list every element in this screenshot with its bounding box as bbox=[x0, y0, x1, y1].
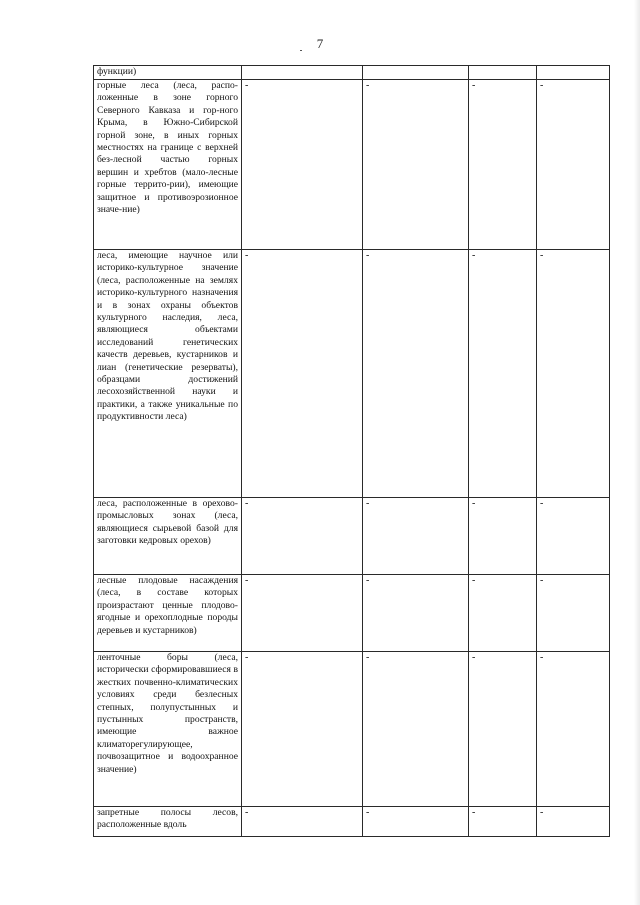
table-cell: - bbox=[469, 652, 537, 807]
table-cell: - bbox=[363, 652, 469, 807]
table-cell: - bbox=[537, 498, 610, 575]
row-description: леса, расположенные в орехово-промысловых зонах (леса, являющиеся сырьевой базой для заготовки кедровых орехов) bbox=[94, 498, 242, 575]
table-cell: - bbox=[242, 652, 363, 807]
row-description: ленточные боры (леса, исторически сформировавшиеся в жестких почвенно-климатических условиях среди безлесных степных, полупустынных и пустынных пространств, имеющие важное климаторегулирующее, почвозащитное и водоохранное значение) bbox=[94, 652, 242, 807]
table-row bbox=[94, 652, 610, 807]
page-edge-shadow bbox=[634, 0, 640, 905]
row-description: запретные полосы лесов, расположенные вдоль bbox=[94, 807, 242, 837]
table-cell: - bbox=[242, 575, 363, 652]
forest-category-table bbox=[93, 65, 610, 837]
scan-speck bbox=[300, 50, 302, 51]
table-cell: - bbox=[242, 80, 363, 250]
table-cell: - bbox=[469, 250, 537, 498]
page-number: 7 bbox=[316, 36, 324, 51]
table-cell: - bbox=[363, 80, 469, 250]
table-row bbox=[94, 66, 610, 80]
table-cell: - bbox=[537, 250, 610, 498]
table-row bbox=[94, 250, 610, 498]
table-cell: - bbox=[363, 575, 469, 652]
table-cell bbox=[537, 66, 610, 80]
table-cell bbox=[469, 66, 537, 80]
table-cell: - bbox=[242, 250, 363, 498]
table-cell: - bbox=[363, 807, 469, 837]
table-row bbox=[94, 498, 610, 575]
row-description: лесные плодовые насаждения (леса, в составе которых произрастают ценные плодово-ягодные и орехоплодные породы деревьев и кустарников) bbox=[94, 575, 242, 652]
table-cell: - bbox=[537, 807, 610, 837]
table-cell: - bbox=[363, 498, 469, 575]
row-description: горные леса (леса, распо-ложенные в зоне горного Северного Кавказа и гор-ного Крыма, в Южно-Сибирской горной зоне, в иных горных местностях на границе с верхней без-лесной частью горных вершин и хребтов (мало-лесные горные террито-рии), имеющие защитное и противоэрозионное значе-ние) bbox=[94, 80, 242, 250]
table-cell: - bbox=[242, 498, 363, 575]
row-description: функции) bbox=[94, 66, 242, 80]
row-description: леса, имеющие научное или историко-культурное значение (леса, расположенные на землях историко-культурного назначения и в зонах охраны объектов культурного наследия, леса, являющиеся объектами исследований генетических качеств деревьев, кустарников и лиан (генетические резерваты), образцами достижений лесохозяйственной науки и практики, а также уникальные по продуктивности леса) bbox=[94, 250, 242, 498]
table-row bbox=[94, 575, 610, 652]
table-row bbox=[94, 807, 610, 837]
table-row bbox=[94, 80, 610, 250]
table-cell bbox=[242, 66, 363, 80]
table-cell bbox=[363, 66, 469, 80]
table-cell: - bbox=[537, 575, 610, 652]
table-cell: - bbox=[469, 575, 537, 652]
table-cell: - bbox=[469, 807, 537, 837]
table-cell: - bbox=[537, 80, 610, 250]
table-cell: - bbox=[537, 652, 610, 807]
table-cell: - bbox=[469, 498, 537, 575]
table-cell: - bbox=[469, 80, 537, 250]
table-cell: - bbox=[242, 807, 363, 837]
table-cell: - bbox=[363, 250, 469, 498]
